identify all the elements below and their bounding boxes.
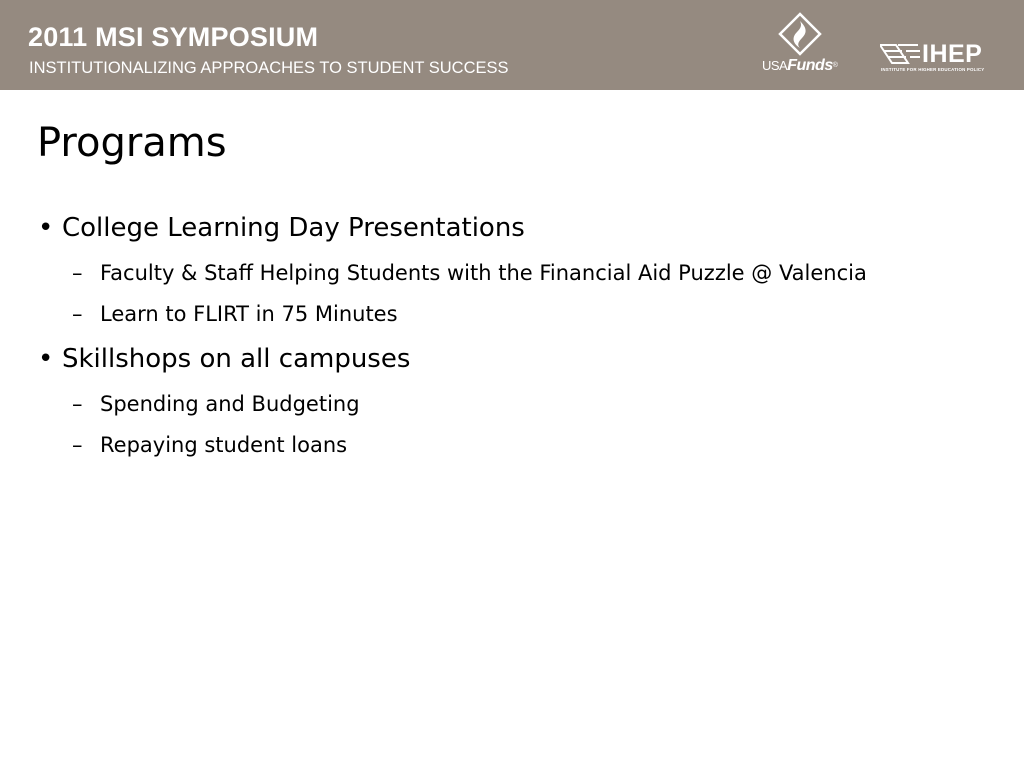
header-banner	[0, 0, 1024, 90]
usafunds-wordmark	[762, 57, 837, 75]
sub-bullet-text: Repaying student loans	[100, 433, 348, 457]
banner-subtitle: INSTITUTIONALIZING APPROACHES TO STUDENT SUCCESS	[29, 59, 509, 77]
usafunds-usa: USA	[762, 58, 788, 73]
ihep-logo	[878, 40, 998, 76]
usafunds-logo	[760, 12, 840, 78]
sub-bullet-marker: –	[72, 302, 83, 326]
sub-bullet-text: Faculty & Staff Helping Students with the Financial Aid Puzzle @ Valencia	[100, 261, 867, 285]
ihep-wordmark: IHEP	[922, 40, 983, 68]
sub-bullet-text: Learn to FLIRT in 75 Minutes	[100, 302, 398, 326]
ihep-stripes-icon	[880, 43, 920, 65]
bullet-marker: •	[38, 213, 54, 243]
usafunds-diamond-icon	[778, 12, 822, 56]
sub-bullet-text: Spending and Budgeting	[100, 392, 360, 416]
usafunds-funds: Funds	[787, 57, 833, 74]
bullet-marker: •	[38, 344, 54, 374]
bullet-text: Skillshops on all campuses	[62, 344, 411, 374]
ihep-tagline: INSTITUTE FOR HIGHER EDUCATION POLICY	[881, 67, 985, 72]
sub-bullet-marker: –	[72, 433, 83, 457]
slide-title: Programs	[37, 120, 227, 166]
banner-title: 2011 MSI SYMPOSIUM	[28, 22, 319, 52]
sub-bullet-marker: –	[72, 261, 83, 285]
sub-bullet-marker: –	[72, 392, 83, 416]
usafunds-reg: ®	[832, 62, 838, 69]
bullet-text: College Learning Day Presentations	[62, 213, 525, 243]
